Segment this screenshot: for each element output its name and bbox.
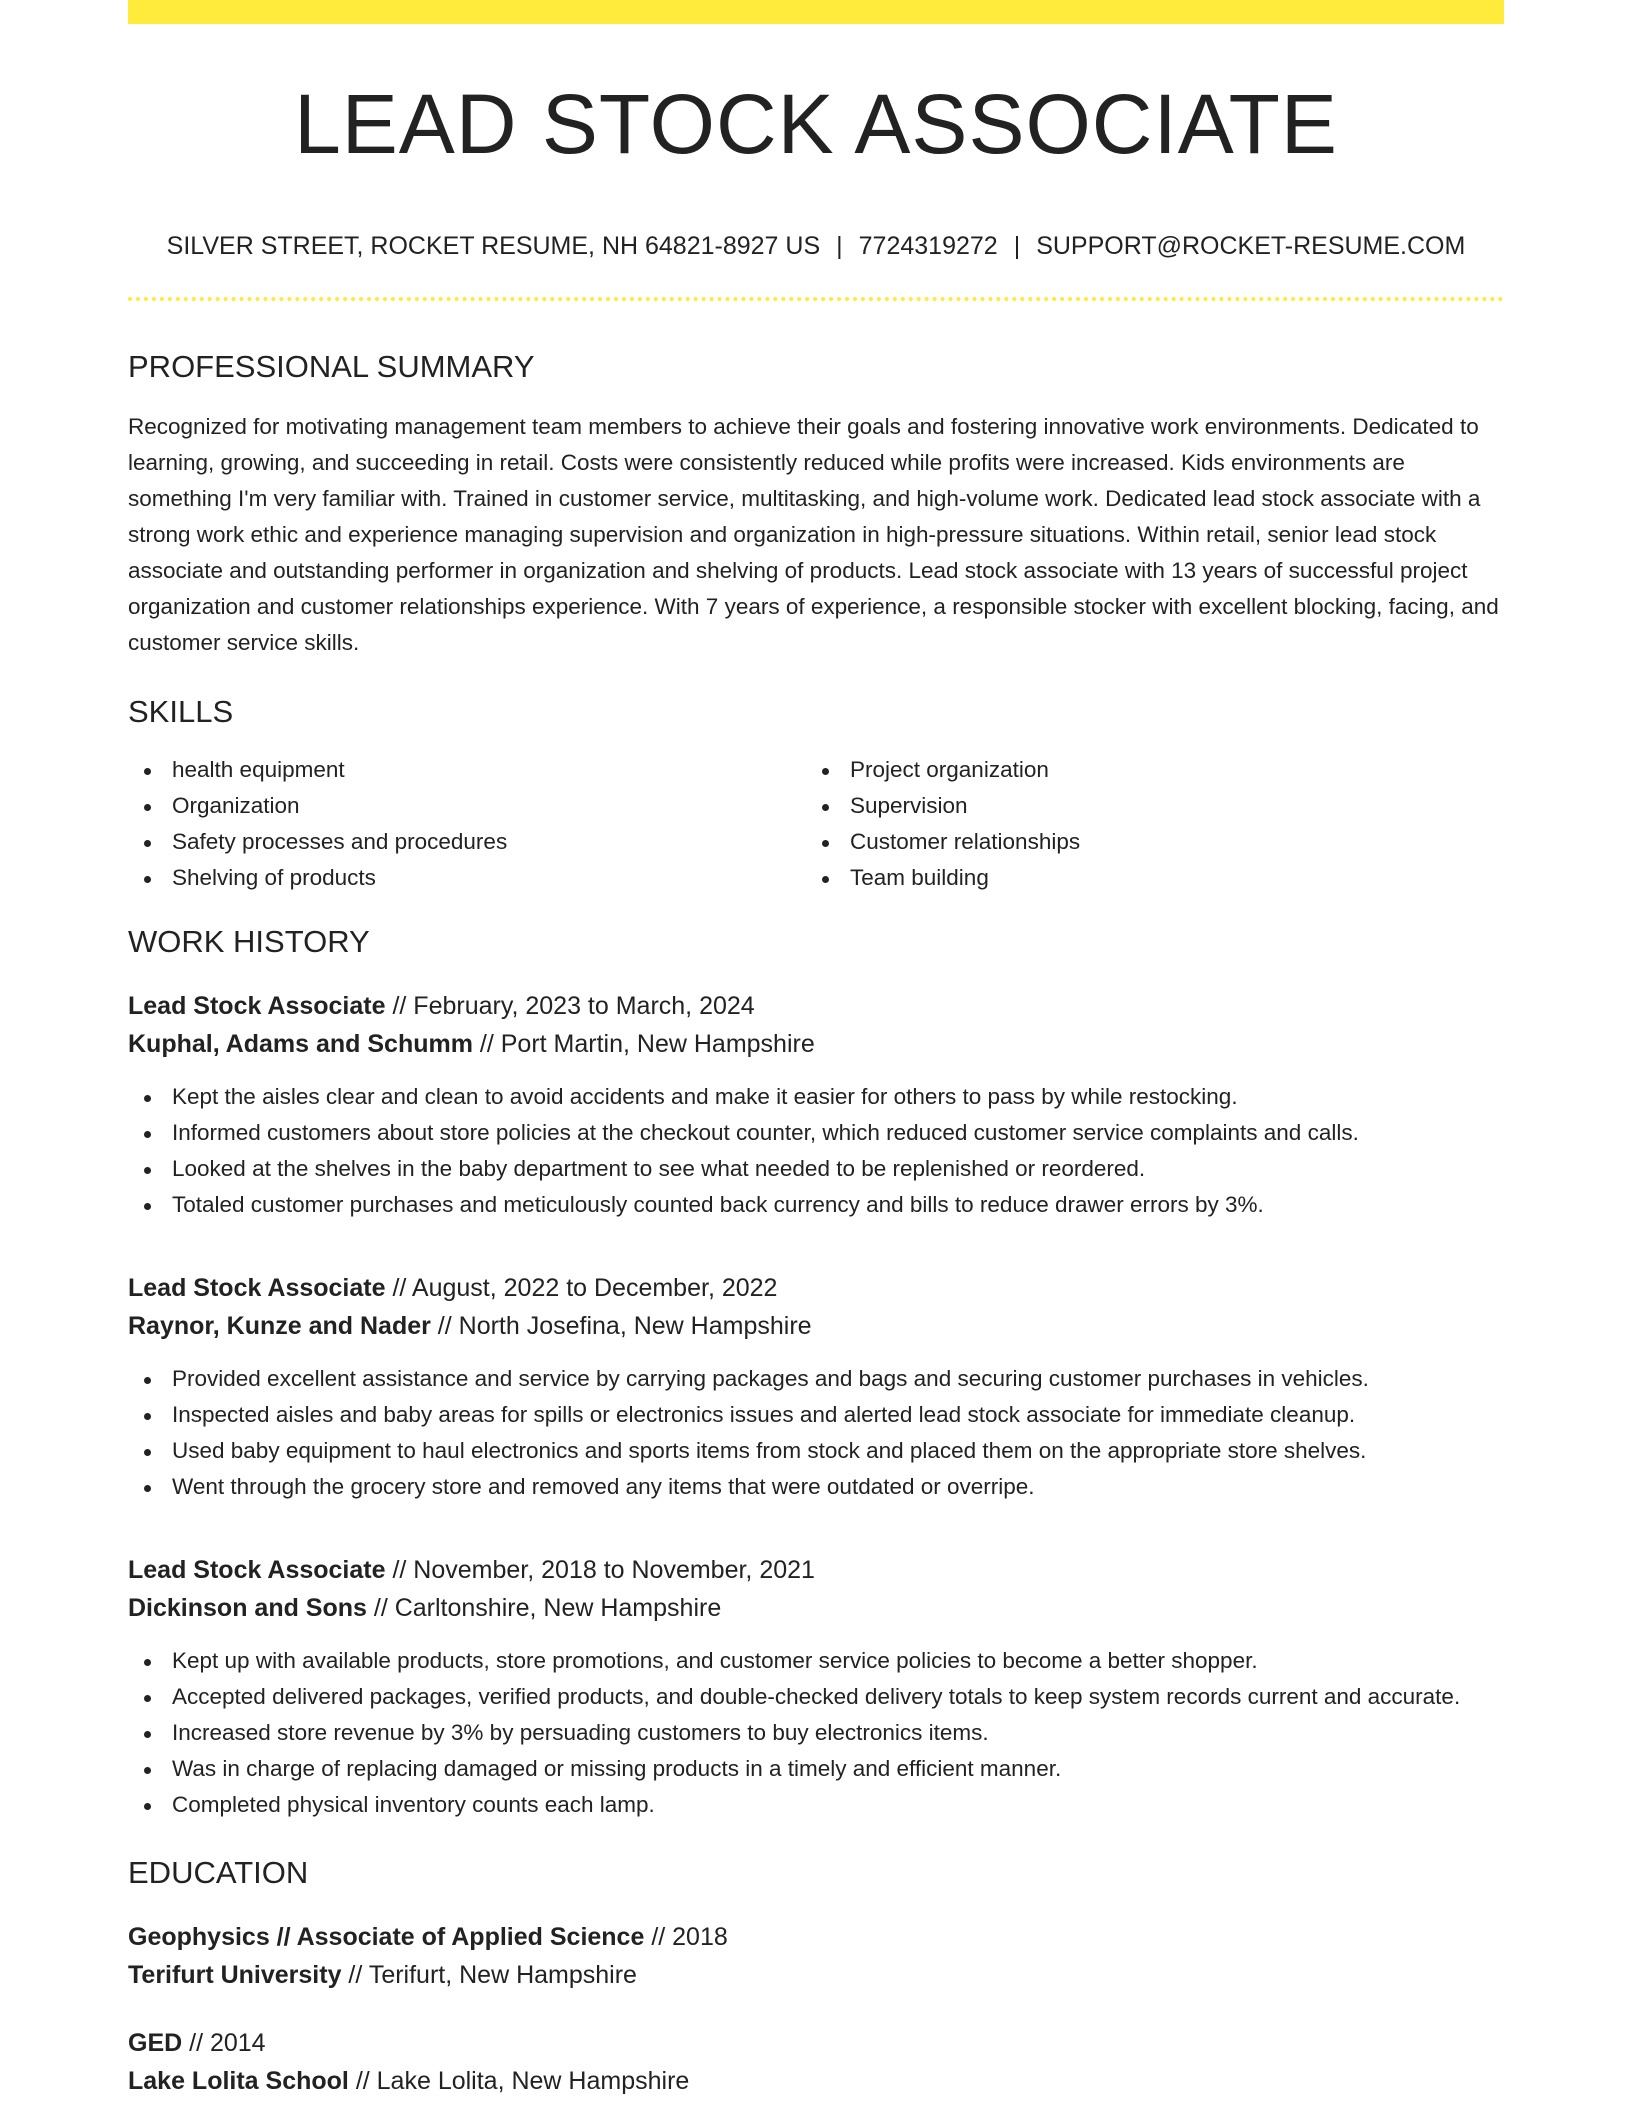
skills-column-left	[128, 752, 806, 896]
skills-list	[128, 752, 1504, 896]
job-bullet: Looked at the shelves in the baby department to see what needed to be replenished or reordered.	[128, 1151, 1504, 1187]
job-dates: // August, 2022 to December, 2022	[385, 1274, 778, 1302]
skills-column-right	[806, 752, 1484, 896]
skills-heading: SKILLS	[128, 694, 234, 729]
education-school-line	[128, 2062, 1504, 2100]
education-degree-line	[128, 2024, 1504, 2062]
skill-item: Customer relationships	[806, 824, 1484, 860]
job-bullets	[128, 1643, 1504, 1823]
job-bullet: Went through the grocery store and removed any items that were outdated or overripe.	[128, 1469, 1504, 1505]
job-bullet: Accepted delivered packages, verified products, and double-checked delivery totals to keep system records current and accurate.	[128, 1679, 1504, 1715]
job-bullet: Completed physical inventory counts each lamp.	[128, 1787, 1504, 1823]
skill-item: Safety processes and procedures	[128, 824, 806, 860]
job-title: Lead Stock Associate	[128, 1556, 386, 1584]
job-location: // North Josefina, New Hampshire	[430, 1312, 812, 1340]
job-company: Raynor, Kunze and Nader	[128, 1312, 431, 1340]
job-title: Lead Stock Associate	[128, 1274, 386, 1302]
job-location: // Carltonshire, New Hampshire	[366, 1594, 722, 1622]
job-bullet: Increased store revenue by 3% by persuading customers to buy electronics items.	[128, 1715, 1504, 1751]
job-title-line	[128, 1269, 1504, 1307]
job-dates: // February, 2023 to March, 2024	[385, 992, 755, 1020]
education-degree: Geophysics // Associate of Applied Science	[128, 1923, 645, 1951]
accent-bar	[128, 0, 1504, 24]
education-school: Terifurt University	[128, 1961, 342, 1989]
job-company-line	[128, 1589, 1504, 1627]
contact-email: SUPPORT@ROCKET-RESUME.COM	[1036, 232, 1466, 260]
education-location: // Lake Lolita, New Hampshire	[348, 2067, 690, 2095]
resume-name: LEAD STOCK ASSOCIATE	[294, 77, 1338, 171]
skill-item: health equipment	[128, 752, 806, 788]
education-school: Lake Lolita School	[128, 2067, 349, 2095]
skill-item: Team building	[806, 860, 1484, 896]
skill-item: Supervision	[806, 788, 1484, 824]
job-company: Kuphal, Adams and Schumm	[128, 1030, 473, 1058]
job-bullet: Was in charge of replacing damaged or missing products in a timely and efficient manner.	[128, 1751, 1504, 1787]
contact-address: SILVER STREET, ROCKET RESUME, NH 64821-8927 US	[166, 232, 821, 260]
contact-separator: |	[1013, 232, 1021, 260]
contact-separator: |	[836, 232, 843, 260]
job-title-line	[128, 987, 1504, 1025]
job-location: // Port Martin, New Hampshire	[472, 1030, 815, 1058]
job-bullet: Kept up with available products, store promotions, and customer service policies to become a better shopper.	[128, 1643, 1504, 1679]
skill-item: Project organization	[806, 752, 1484, 788]
education-year: // 2018	[644, 1923, 728, 1951]
job-bullets	[128, 1361, 1504, 1505]
dotted-divider	[128, 297, 1504, 301]
job-title: Lead Stock Associate	[128, 992, 386, 1020]
summary-heading: PROFESSIONAL SUMMARY	[128, 349, 535, 384]
summary-text: Recognized for motivating management team members to achieve their goals and fostering innovative work environments. Dedicated to learning, growing, and succeeding in retail. Costs were consistently reduced while profits were increased. Kids environments are something I'm very familiar with. Trained in customer service, multitasking, and high-volume work. Dedicated lead stock associate with a strong work ethic and experience managing supervision and organization in high-pressure situations. Within retail, senior lead stock associate and outstanding performer in organization and shelving of products. Lead stock associate with 13 years of successful project organization and customer relationships experience. With 7 years of experience, a responsible stocker with excellent blocking, facing, and customer service skills.	[128, 414, 1499, 655]
contact-phone: 7724319272	[858, 232, 998, 260]
job-bullet: Provided excellent assistance and service by carrying packages and bags and securing customer purchases in vehicles.	[128, 1361, 1504, 1397]
education-entry	[128, 2024, 1504, 2100]
education-school-line	[128, 1956, 1504, 1994]
job-title-line	[128, 1551, 1504, 1589]
job-dates: // November, 2018 to November, 2021	[385, 1556, 815, 1584]
job-entry	[128, 1551, 1504, 1823]
job-bullet: Informed customers about store policies at the checkout counter, which reduced customer service complaints and calls.	[128, 1115, 1504, 1151]
education-degree-line	[128, 1918, 1504, 1956]
job-company-line	[128, 1025, 1504, 1063]
job-entry	[128, 1269, 1504, 1505]
education-year: // 2014	[182, 2029, 266, 2057]
job-bullet: Kept the aisles clear and clean to avoid accidents and make it easier for others to pass by while restocking.	[128, 1079, 1504, 1115]
job-company-line	[128, 1307, 1504, 1345]
job-entry	[128, 987, 1504, 1223]
contact-line	[128, 234, 1504, 259]
education-degree: GED	[128, 2029, 183, 2057]
education-entry	[128, 1918, 1504, 1994]
work-history-heading: WORK HISTORY	[128, 924, 370, 959]
job-bullet: Inspected aisles and baby areas for spills or electronics issues and alerted lead stock associate for immediate cleanup.	[128, 1397, 1504, 1433]
skill-item: Organization	[128, 788, 806, 824]
resume-page	[128, 0, 1504, 2100]
education-location: // Terifurt, New Hampshire	[341, 1961, 637, 1989]
job-bullets	[128, 1079, 1504, 1223]
education-heading: EDUCATION	[128, 1855, 309, 1890]
job-bullet: Totaled customer purchases and meticulously counted back currency and bills to reduce drawer errors by 3%.	[128, 1187, 1504, 1223]
job-company: Dickinson and Sons	[128, 1594, 367, 1622]
job-bullet: Used baby equipment to haul electronics and sports items from stock and placed them on the appropriate store shelves.	[128, 1433, 1504, 1469]
skill-item: Shelving of products	[128, 860, 806, 896]
